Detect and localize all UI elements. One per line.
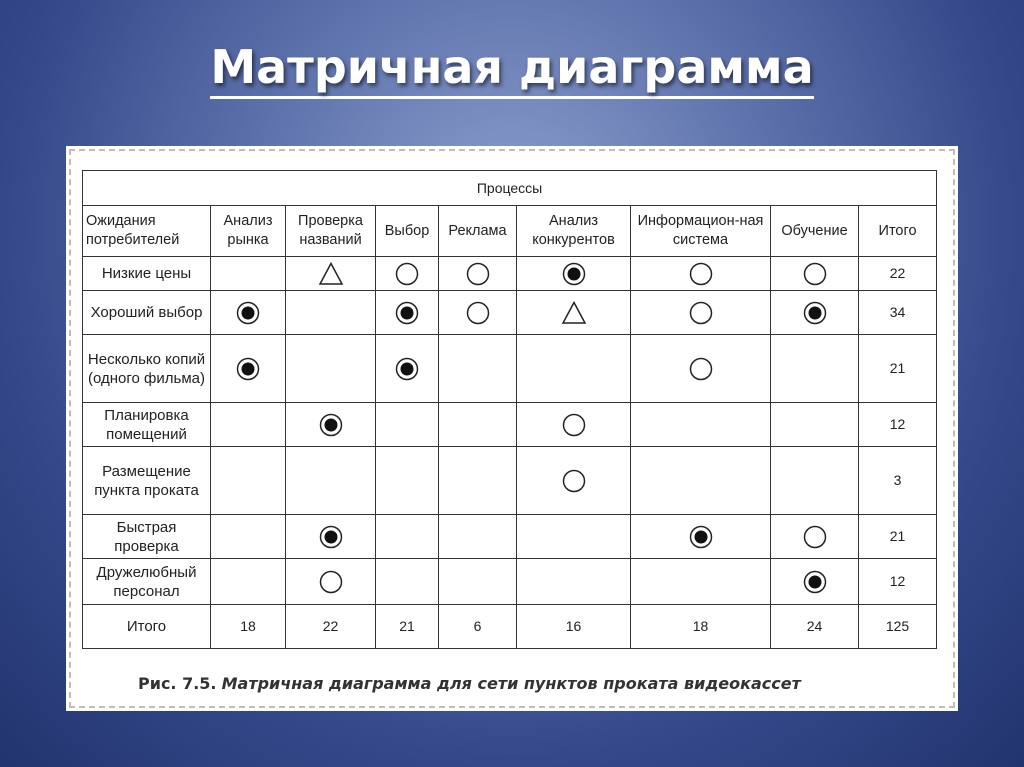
strong-relation-icon bbox=[394, 300, 420, 326]
strong-relation-icon bbox=[561, 261, 587, 287]
figure-caption bbox=[138, 674, 801, 693]
strong-relation-icon bbox=[235, 300, 261, 326]
matrix-row bbox=[83, 291, 937, 335]
row-label: Размещение пункта проката bbox=[83, 447, 211, 515]
matrix-cell bbox=[517, 447, 631, 515]
matrix-row bbox=[83, 335, 937, 403]
column-header: Проверка названий bbox=[286, 206, 376, 257]
matrix-cell bbox=[211, 257, 286, 291]
matrix-row bbox=[83, 403, 937, 447]
column-total: 125 bbox=[859, 605, 937, 649]
column-total: 18 bbox=[631, 605, 771, 649]
medium-relation-icon bbox=[394, 261, 420, 287]
matrix-row bbox=[83, 559, 937, 605]
column-header: Информацион-ная система bbox=[631, 206, 771, 257]
matrix-cell bbox=[439, 335, 517, 403]
row-total: 12 bbox=[859, 403, 937, 447]
medium-relation-icon bbox=[688, 356, 714, 382]
medium-relation-icon bbox=[561, 468, 587, 494]
totals-row bbox=[83, 605, 937, 649]
row-label: Дружелюбный персонал bbox=[83, 559, 211, 605]
matrix-cell bbox=[517, 257, 631, 291]
matrix-cell bbox=[517, 335, 631, 403]
column-header: Анализ конкурентов bbox=[517, 206, 631, 257]
matrix-cell bbox=[286, 559, 376, 605]
matrix-cell bbox=[631, 559, 771, 605]
medium-relation-icon bbox=[465, 300, 491, 326]
matrix-cell bbox=[517, 403, 631, 447]
column-header-row bbox=[83, 206, 937, 257]
column-total: 6 bbox=[439, 605, 517, 649]
matrix-cell bbox=[286, 515, 376, 559]
matrix-cell bbox=[376, 257, 439, 291]
matrix-body bbox=[83, 257, 937, 605]
matrix-cell bbox=[286, 403, 376, 447]
matrix-figure bbox=[66, 146, 958, 711]
column-total: 18 bbox=[211, 605, 286, 649]
matrix-row bbox=[83, 257, 937, 291]
strong-relation-icon bbox=[235, 356, 261, 382]
strong-relation-icon bbox=[802, 569, 828, 595]
medium-relation-icon bbox=[688, 261, 714, 287]
matrix-cell bbox=[439, 447, 517, 515]
medium-relation-icon bbox=[465, 261, 491, 287]
matrix-cell bbox=[286, 257, 376, 291]
matrix-cell bbox=[771, 403, 859, 447]
slide-title-text: Матричная диаграмма bbox=[210, 40, 813, 99]
matrix-cell bbox=[376, 403, 439, 447]
matrix-cell bbox=[211, 447, 286, 515]
processes-header: Процессы bbox=[83, 171, 937, 206]
matrix-cell bbox=[211, 403, 286, 447]
strong-relation-icon bbox=[688, 524, 714, 550]
matrix-cell bbox=[211, 515, 286, 559]
totals-row-label: Итого bbox=[83, 605, 211, 649]
row-label: Низкие цены bbox=[83, 257, 211, 291]
column-total: 21 bbox=[376, 605, 439, 649]
row-total: 34 bbox=[859, 291, 937, 335]
medium-relation-icon bbox=[688, 300, 714, 326]
matrix-cell bbox=[439, 291, 517, 335]
column-total: 22 bbox=[286, 605, 376, 649]
row-total: 12 bbox=[859, 559, 937, 605]
strong-relation-icon bbox=[318, 524, 344, 550]
slide-title bbox=[0, 40, 1024, 94]
column-header: Анализ рынка bbox=[211, 206, 286, 257]
matrix-cell bbox=[771, 257, 859, 291]
medium-relation-icon bbox=[802, 524, 828, 550]
matrix-cell bbox=[439, 559, 517, 605]
matrix-cell bbox=[376, 559, 439, 605]
column-header: Реклама bbox=[439, 206, 517, 257]
column-header: Выбор bbox=[376, 206, 439, 257]
matrix-cell bbox=[376, 335, 439, 403]
matrix-cell bbox=[439, 257, 517, 291]
matrix-cell bbox=[771, 559, 859, 605]
matrix-cell bbox=[211, 291, 286, 335]
caption-text: Матричная диаграмма для сети пунктов проката видеокассет bbox=[221, 674, 801, 693]
matrix-cell bbox=[376, 515, 439, 559]
matrix-cell bbox=[517, 515, 631, 559]
column-header: Обучение bbox=[771, 206, 859, 257]
matrix-cell bbox=[771, 291, 859, 335]
strong-relation-icon bbox=[318, 412, 344, 438]
matrix-cell bbox=[631, 403, 771, 447]
medium-relation-icon bbox=[802, 261, 828, 287]
matrix-cell bbox=[631, 515, 771, 559]
matrix-cell bbox=[771, 515, 859, 559]
matrix-cell bbox=[439, 403, 517, 447]
matrix-cell bbox=[771, 447, 859, 515]
matrix-cell bbox=[631, 291, 771, 335]
row-label: Быстрая проверка bbox=[83, 515, 211, 559]
matrix-cell bbox=[517, 291, 631, 335]
matrix-cell bbox=[286, 291, 376, 335]
column-header: Итого bbox=[859, 206, 937, 257]
weak-relation-icon bbox=[318, 261, 344, 287]
column-total: 16 bbox=[517, 605, 631, 649]
matrix-cell bbox=[211, 559, 286, 605]
matrix-cell bbox=[211, 335, 286, 403]
row-label: Планировка помещений bbox=[83, 403, 211, 447]
row-total: 21 bbox=[859, 335, 937, 403]
strong-relation-icon bbox=[802, 300, 828, 326]
row-label: Несколько копий (одного фильма) bbox=[83, 335, 211, 403]
matrix-cell bbox=[631, 257, 771, 291]
medium-relation-icon bbox=[318, 569, 344, 595]
matrix-cell bbox=[286, 447, 376, 515]
caption-number: Рис. 7.5. bbox=[138, 674, 217, 693]
matrix-row bbox=[83, 515, 937, 559]
matrix-cell bbox=[517, 559, 631, 605]
matrix-cell bbox=[631, 335, 771, 403]
matrix-row bbox=[83, 447, 937, 515]
corner-header: Ожидания потребителей bbox=[83, 206, 211, 257]
column-total: 24 bbox=[771, 605, 859, 649]
row-total: 3 bbox=[859, 447, 937, 515]
row-total: 21 bbox=[859, 515, 937, 559]
strong-relation-icon bbox=[394, 356, 420, 382]
matrix-cell bbox=[286, 335, 376, 403]
matrix-cell bbox=[376, 291, 439, 335]
matrix-cell bbox=[439, 515, 517, 559]
matrix-cell bbox=[376, 447, 439, 515]
matrix-cell bbox=[771, 335, 859, 403]
matrix-cell bbox=[631, 447, 771, 515]
weak-relation-icon bbox=[561, 300, 587, 326]
medium-relation-icon bbox=[561, 412, 587, 438]
row-label: Хороший выбор bbox=[83, 291, 211, 335]
matrix-table bbox=[82, 170, 937, 649]
row-total: 22 bbox=[859, 257, 937, 291]
